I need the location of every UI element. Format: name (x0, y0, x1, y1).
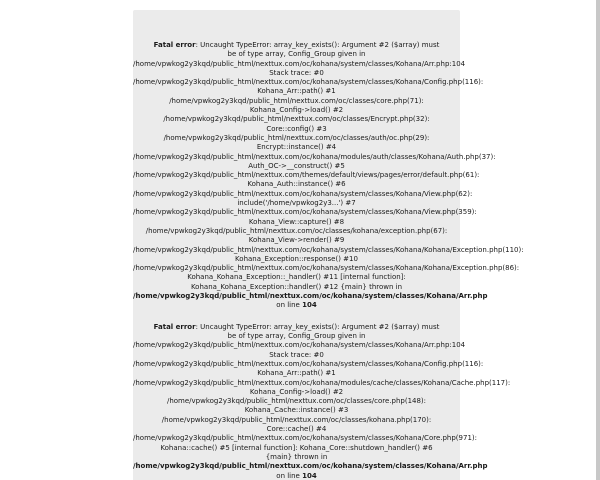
error-line-number-line (133, 472, 460, 480)
error-line: Encrypt::instance() #4 (256, 143, 337, 152)
error-line: be of type array, Config_Group given in (227, 50, 366, 59)
fatal-error-message (133, 41, 524, 311)
fatal-error-message (133, 322, 511, 480)
error-line: {main} thrown in (265, 452, 328, 461)
error-line: Kohana_Kohana_Exception::_handler() #11 [internal function]: (187, 273, 406, 282)
error-first-line: Fatal error: Uncaught TypeError: array_key_exists(): Argument #2 ($array) must (153, 322, 440, 331)
error-text: Uncaught TypeError: array_key_exists(): Argument #2 ($array) must (200, 322, 440, 331)
error-line: /home/vpwkog2y3kqd/public_html/nexttux.com/oc/classes/kohana/exception.php(67): (145, 226, 448, 235)
error-line: /home/vpwkog2y3kqd/public_html/nexttux.com/oc/kohana/system/classes/Kohana/Arr.php:104 (133, 341, 466, 350)
error-line-number: 104 (302, 301, 317, 310)
error-line: /home/vpwkog2y3kqd/public_html/nexttux.com/oc/kohana/system/classes/Kohana/View.php(359): (133, 208, 477, 217)
scrollbar-thumb[interactable] (596, 0, 600, 480)
on-line-text: on line (276, 301, 300, 310)
error-line-number: 104 (302, 471, 317, 480)
error-first-line: Fatal error: Uncaught TypeError: array_key_exists(): Argument #2 ($array) must (153, 41, 440, 49)
error-line: Kohana_View::capture() #8 (248, 217, 345, 226)
error-line: Auth_OC->__construct() #5 (248, 161, 345, 170)
error-line: /home/vpwkog2y3kqd/public_html/nexttux.com/themes/default/views/pages/error/default.php(61): (133, 171, 480, 180)
error-line: Kohana_View->render() #9 (248, 236, 345, 245)
error-line: /home/vpwkog2y3kqd/public_html/nexttux.com/oc/classes/core.php(71): (169, 96, 424, 105)
on-line-text: on line (276, 471, 300, 480)
error-line: be of type array, Config_Group given in (227, 332, 366, 341)
error-line: Kohana::cache() #5 [internal function]: Kohana_Core::shutdown_handler() #6 (160, 443, 433, 452)
error-line: Kohana_Arr::path() #1 (257, 87, 336, 96)
error-label: Fatal error (153, 322, 196, 331)
error-line: /home/vpwkog2y3kqd/public_html/nexttux.com/oc/kohana/system/classes/Kohana/Config.php(116): (133, 78, 484, 87)
error-file-path: /home/vpwkog2y3kqd/public_html/nexttux.com/oc/kohana/system/classes/Kohana/Arr.php (133, 292, 488, 301)
error-line: Stack trace: #0 (269, 68, 324, 77)
error-line: /home/vpwkog2y3kqd/public_html/nexttux.com/oc/kohana/system/classes/Kohana/Config.php(116): (133, 359, 484, 368)
error-file-line (133, 462, 488, 471)
error-line: /home/vpwkog2y3kqd/public_html/nexttux.com/oc/classes/core.php(148): (166, 397, 427, 406)
error-line: Kohana_Auth::instance() #6 (247, 180, 346, 189)
error-line: Core::config() #3 (266, 124, 327, 133)
error-line: /home/vpwkog2y3kqd/public_html/nexttux.com/oc/classes/Encrypt.php(32): (163, 115, 430, 124)
error-line: /home/vpwkog2y3kqd/public_html/nexttux.com/oc/kohana/system/classes/Kohana/View.php(62): (133, 189, 473, 198)
error-line: /home/vpwkog2y3kqd/public_html/nexttux.com/oc/classes/auth/oc.php(29): (163, 133, 430, 142)
error-text: Uncaught TypeError: array_key_exists(): Argument #2 ($array) must (200, 41, 440, 49)
error-line: Kohana_Config->load() #2 (249, 387, 344, 396)
error-line: Kohana_Arr::path() #1 (257, 369, 336, 378)
error-panel (133, 10, 524, 480)
error-line: /home/vpwkog2y3kqd/public_html/nexttux.com/oc/kohana/system/classes/Kohana/Arr.php:104 (133, 59, 466, 68)
vertical-scrollbar[interactable] (596, 0, 600, 480)
error-line: /home/vpwkog2y3kqd/public_html/nexttux.com/oc/kohana/system/classes/Kohana/Kohana/Exception.php(110): (133, 245, 524, 254)
error-line: /home/vpwkog2y3kqd/public_html/nexttux.com/oc/classes/kohana.php(170): (161, 415, 432, 424)
error-line: /home/vpwkog2y3kqd/public_html/nexttux.com/oc/kohana/modules/auth/classes/Kohana/Auth.php(37): (133, 152, 496, 161)
error-line: /home/vpwkog2y3kqd/public_html/nexttux.com/oc/kohana/system/classes/Kohana/Kohana/Exception.php(86): (133, 264, 520, 273)
error-line: include('/home/vpwkog2y3...') #7 (237, 199, 356, 208)
error-line: Kohana_Cache::instance() #3 (244, 406, 349, 415)
error-line: Stack trace: #0 (269, 350, 324, 359)
error-line: Kohana_Config->load() #2 (249, 106, 344, 115)
error-label: Fatal error (153, 41, 196, 49)
error-file-path: /home/vpwkog2y3kqd/public_html/nexttux.com/oc/kohana/system/classes/Kohana/Arr.php (133, 462, 488, 471)
error-line: Kohana_Kohana_Exception::handler() #12 {main} thrown in (190, 282, 403, 291)
error-file-line (133, 292, 488, 301)
error-line: /home/vpwkog2y3kqd/public_html/nexttux.com/oc/kohana/modules/cache/classes/Kohana/Cache.php(117): (133, 378, 511, 387)
error-line-number-line (133, 301, 460, 310)
error-line: /home/vpwkog2y3kqd/public_html/nexttux.com/oc/kohana/system/classes/Kohana/Core.php(971): (133, 434, 477, 443)
error-line: Core::cache() #4 (266, 425, 327, 434)
error-line: Kohana_Exception::response() #10 (235, 254, 358, 263)
